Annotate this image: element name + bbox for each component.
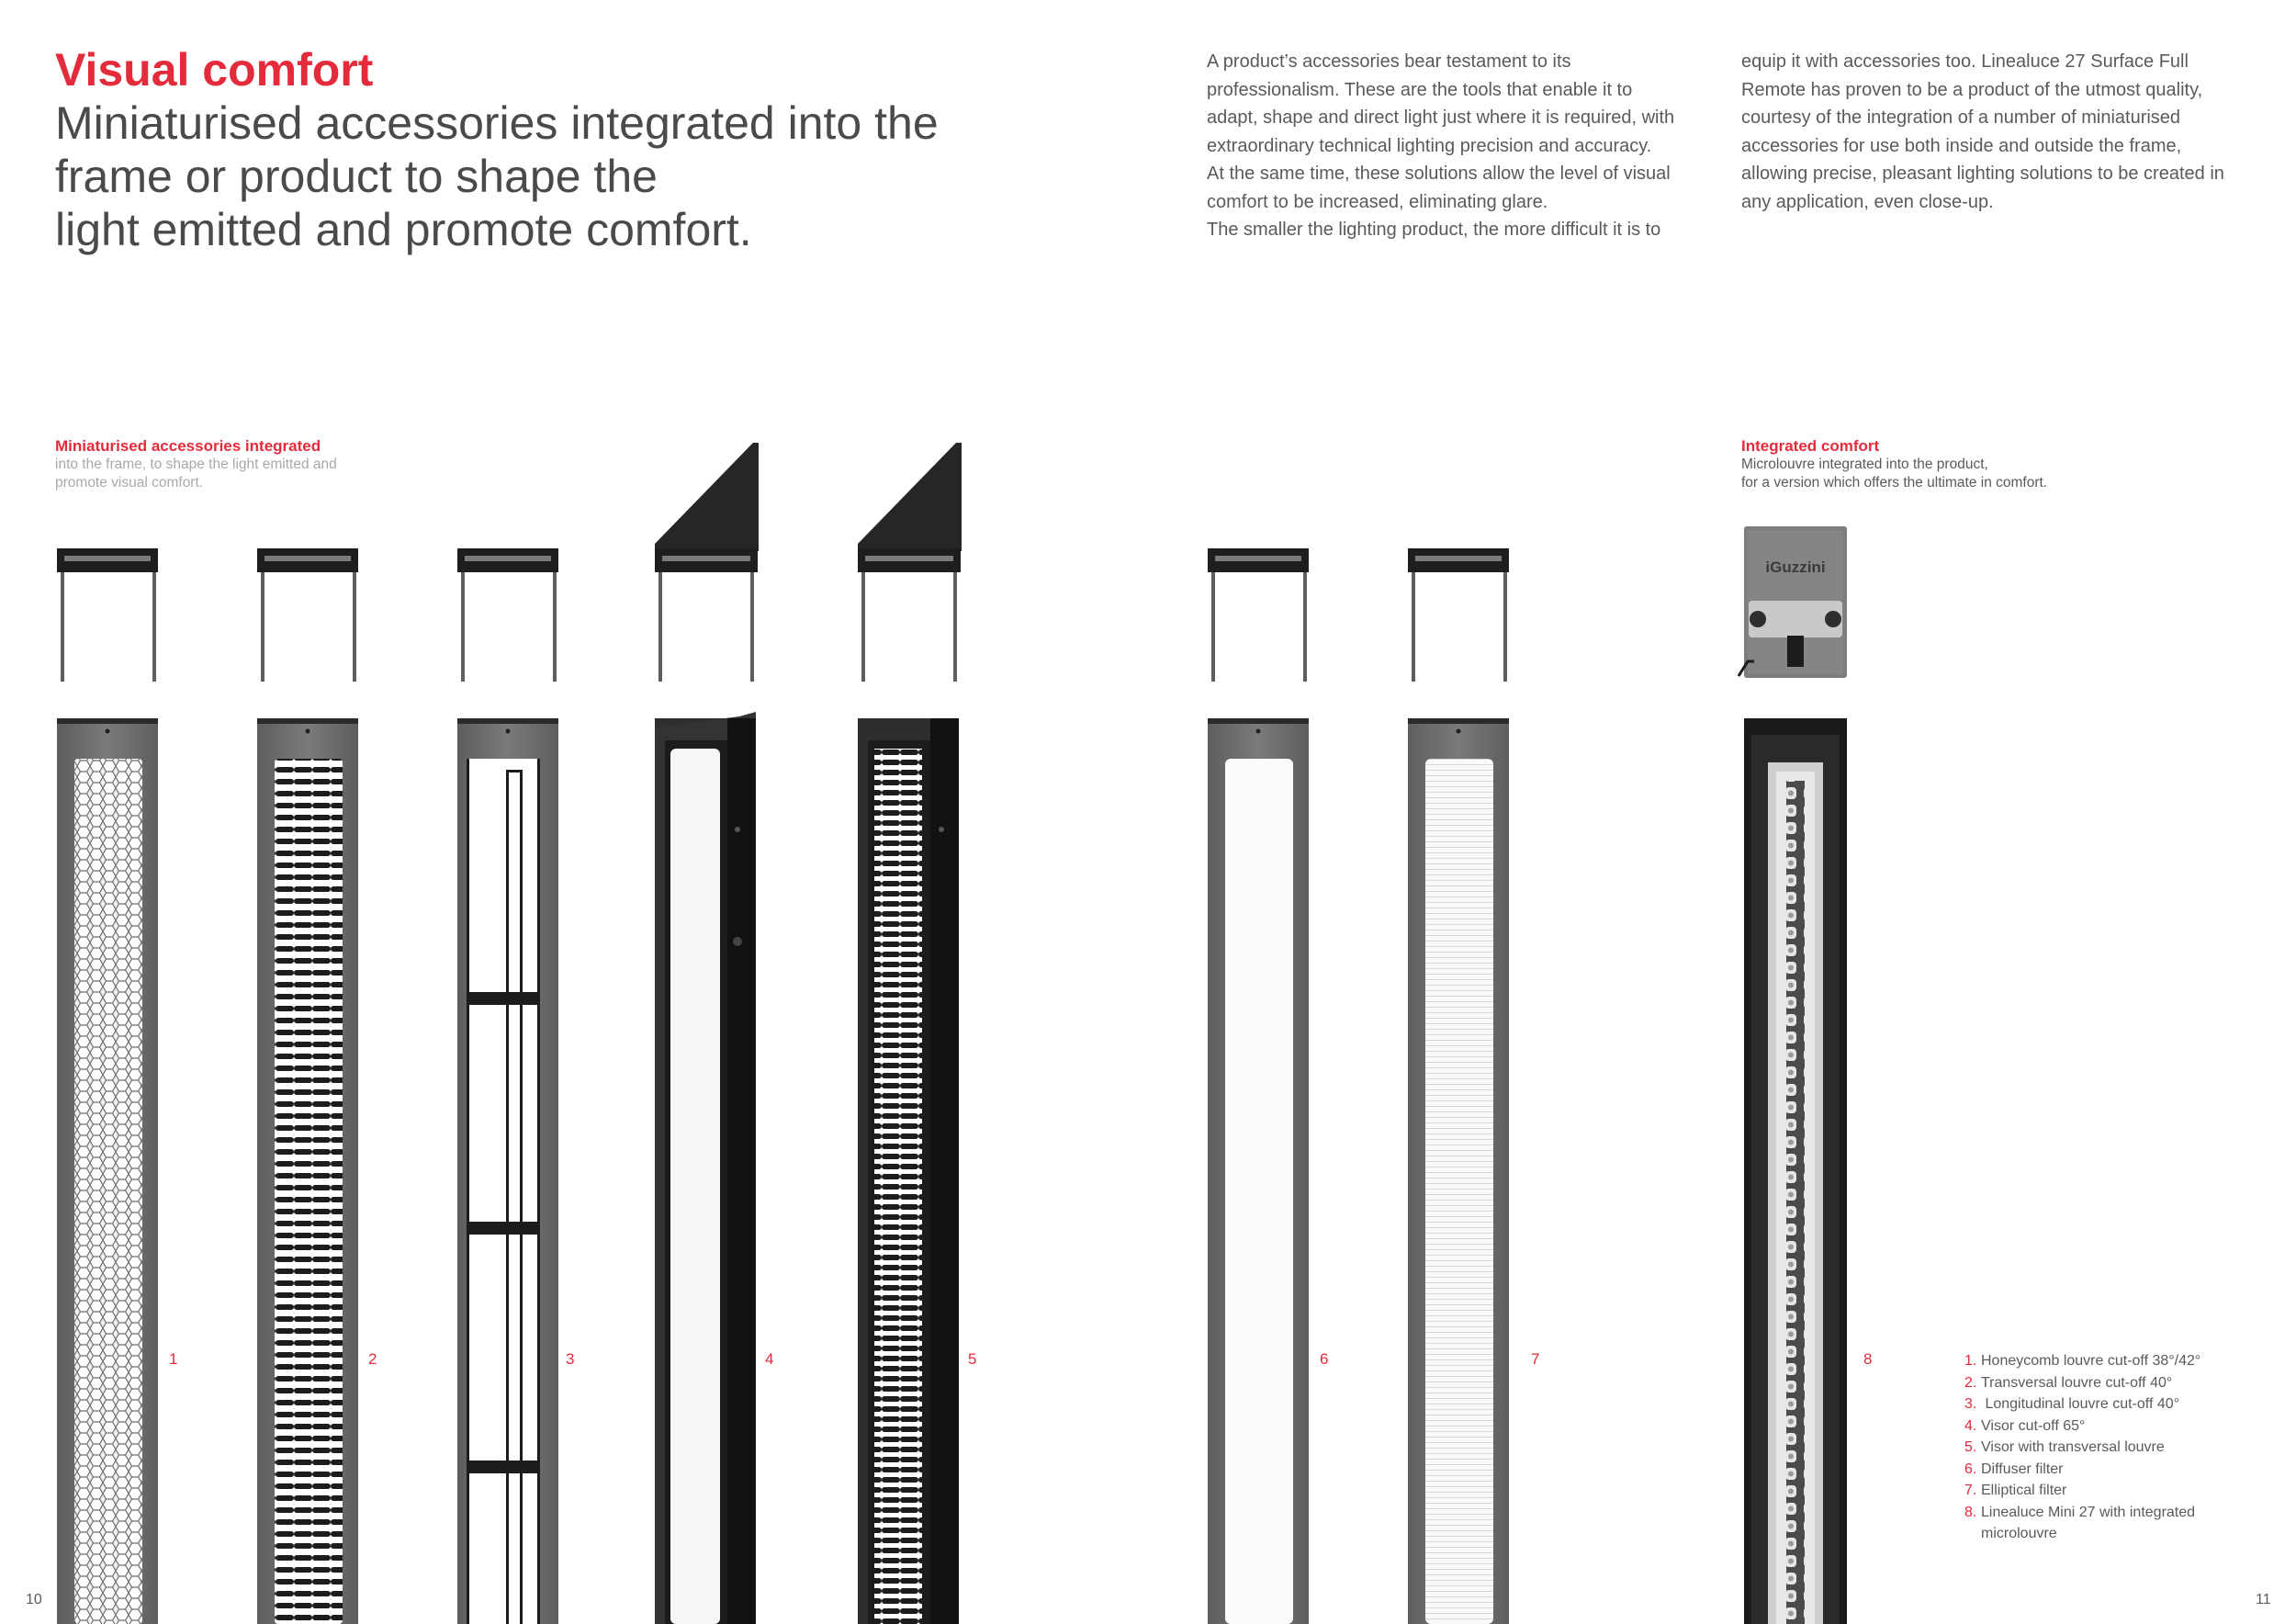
legend-number: 2. — [1964, 1374, 1977, 1391]
legend-item — [1964, 1350, 2267, 1372]
figure-number-2: 2 — [368, 1350, 377, 1368]
legend-item — [1964, 1480, 2267, 1502]
product-2-transversal-louvre — [257, 718, 358, 1624]
end-cap-5-visor — [858, 443, 962, 682]
figure-number-6: 6 — [1320, 1350, 1329, 1368]
end-cap-6 — [1208, 548, 1309, 682]
figure-number-3: 3 — [566, 1350, 575, 1368]
legend-text: Longitudinal louvre cut-off 40° — [1981, 1396, 2180, 1412]
right-caption-heading: Integrated comfort — [1741, 437, 1880, 455]
legend-list — [1964, 1350, 2267, 1545]
legend-number: 6. — [1964, 1460, 1977, 1477]
intro-line: any application, even close-up. — [1741, 191, 1994, 212]
product-3-longitudinal-louvre — [457, 718, 558, 1624]
legend-item — [1964, 1415, 2267, 1438]
figure-number-5: 5 — [968, 1350, 977, 1368]
intro-line: A product’s accessories bear testament to its — [1207, 51, 1571, 72]
figure-number-1: 1 — [169, 1350, 178, 1368]
intro-line: courtesy of the integration of a number of miniaturised — [1741, 107, 2181, 128]
legend-item — [1964, 1459, 2267, 1481]
left-caption-line: into the frame, to shape the light emitted and — [55, 457, 337, 472]
end-cap-1 — [57, 548, 158, 682]
subtitle-line: light emitted and promote comfort. — [55, 204, 752, 255]
intro-line: extraordinary technical lighting precision and accuracy. — [1207, 135, 1652, 156]
legend-text: Transversal louvre cut-off 40° — [1981, 1374, 2173, 1391]
legend-number: 5. — [1964, 1439, 1977, 1455]
page-title: Visual comfort — [55, 44, 374, 96]
product-8-linealuce-mini-27 — [1744, 718, 1847, 1624]
product-4-visor — [655, 712, 756, 1624]
legend-text: Elliptical filter — [1981, 1483, 2067, 1498]
legend-number: 3. — [1964, 1396, 1977, 1412]
left-caption-line: promote visual comfort. — [55, 475, 204, 491]
brand-mark: iGuzzini — [1765, 558, 1826, 576]
product-1-honeycomb-louvre — [57, 718, 158, 1624]
legend-number: 4. — [1964, 1417, 1977, 1434]
legend-number: 1. — [1964, 1353, 1977, 1369]
legend-text: Honeycomb louvre cut-off 38°/42° — [1981, 1353, 2201, 1369]
legend-text: Diffuser filter — [1981, 1460, 2064, 1477]
right-caption-line: Microlouvre integrated into the product, — [1741, 457, 1988, 472]
right-caption-line: for a version which offers the ultimate in comfort. — [1741, 475, 2048, 491]
intro-line: accessories for use both inside and outside the frame, — [1741, 135, 2182, 156]
product-7-elliptical-filter — [1408, 718, 1509, 1624]
legend-text: Visor cut-off 65° — [1981, 1417, 2086, 1434]
legend-number: 7. — [1964, 1483, 1977, 1498]
intro-line: equip it with accessories too. Linealuce 27 Surface Full — [1741, 51, 2189, 72]
product-5-visor-transversal-louvre — [858, 718, 959, 1624]
page-number-right: 11 — [2256, 1592, 2271, 1607]
intro-line: At the same time, these solutions allow the level of visual — [1207, 164, 1671, 184]
legend-item — [1964, 1393, 2267, 1415]
figure-number-4: 4 — [765, 1350, 774, 1368]
intro-line: allowing precise, pleasant lighting solutions to be created in — [1741, 164, 2224, 184]
end-cap-4-visor — [655, 443, 759, 682]
figure-number-8: 8 — [1863, 1350, 1873, 1368]
left-caption-heading: Miniaturised accessories integrated — [55, 437, 321, 455]
page-number-left: 10 — [26, 1592, 42, 1607]
legend-text: Linealuce Mini 27 with integrated microlouvre — [1981, 1504, 2196, 1541]
legend-text: Visor with transversal louvre — [1981, 1439, 2165, 1455]
intro-line: adapt, shape and direct light just where it is required, with — [1207, 107, 1675, 128]
end-cap-3 — [457, 548, 558, 682]
intro-line: professionalism. These are the tools that enable it to — [1207, 79, 1633, 100]
figure-number-7: 7 — [1531, 1350, 1540, 1368]
end-cap-7 — [1408, 548, 1509, 682]
subtitle-line: frame or product to shape the — [55, 151, 658, 202]
legend-item — [1964, 1372, 2267, 1394]
end-cap-8 — [1739, 526, 1847, 678]
intro-line: comfort to be increased, eliminating glare. — [1207, 191, 1548, 212]
intro-line: The smaller the lighting product, the more difficult it is to — [1207, 220, 1661, 240]
subtitle-line: Miniaturised accessories integrated into the — [55, 97, 939, 149]
legend-item — [1964, 1437, 2267, 1459]
intro-line: Remote has proven to be a product of the utmost quality, — [1741, 79, 2203, 100]
end-cap-2 — [257, 548, 358, 682]
legend-number: 8. — [1964, 1504, 1977, 1520]
legend-item — [1964, 1502, 2229, 1545]
product-6-diffuser-filter — [1208, 718, 1309, 1624]
